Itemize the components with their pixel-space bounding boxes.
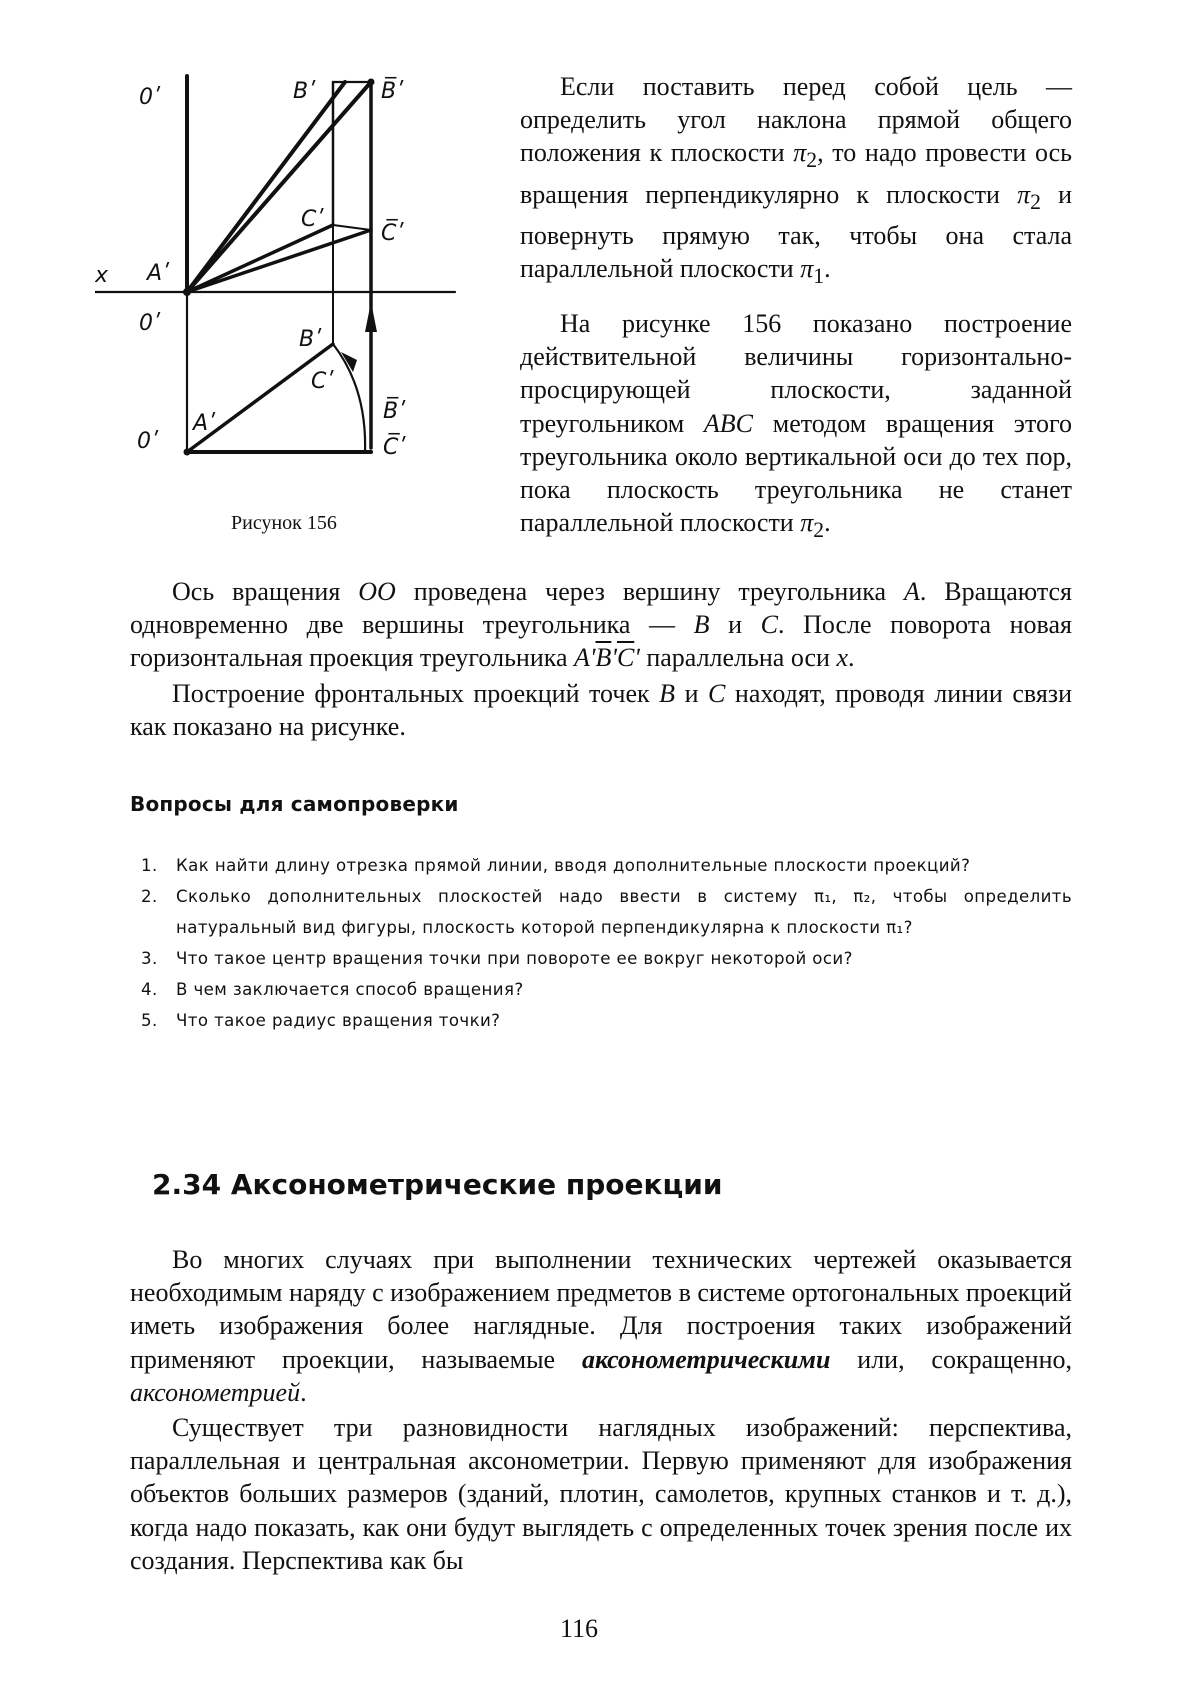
label-x: x <box>95 263 109 288</box>
figure-caption: Рисунок 156 <box>231 512 337 534</box>
p5-text: или, сокращенно, <box>830 1344 1073 1374</box>
label-c-top: Cʹ <box>301 207 323 232</box>
p2-pi: π <box>800 508 814 538</box>
p3-text: проведена через вершину треугольника <box>395 577 904 606</box>
p4-text: и <box>675 679 709 708</box>
p1-text-2: , то надо провести ось вращения перпендикулярно к плоскости <box>520 138 1072 209</box>
p2-text-1: На рисунке 156 показано построение действительной величины горизонтально-просцирующей плоскости, заданной треугольником <box>520 309 1072 438</box>
question-number: 3. <box>141 949 158 968</box>
question-number: 4. <box>141 980 158 999</box>
question-item <box>130 881 1072 943</box>
paragraph-rotation-axis <box>130 575 1072 675</box>
p3-text: параллельна оси <box>639 643 837 673</box>
p1-sub: 2 <box>1030 189 1041 214</box>
label-bbar-bot: B̅ʹ <box>383 399 405 424</box>
question-number: 1. <box>141 856 158 875</box>
question-number: 2. <box>141 887 158 906</box>
horizontal-link-c <box>333 225 371 230</box>
p2-triangle-abc: ABC <box>703 408 754 438</box>
figure-156 <box>95 68 495 538</box>
paragraph-frontal-projections <box>130 677 1072 743</box>
label-c-bot: Cʹ <box>311 369 333 394</box>
arrow-up-icon <box>365 302 377 332</box>
paragraph-axonometry-intro <box>130 1243 1072 1409</box>
figure-drawing <box>95 68 495 538</box>
p1-sub: 1 <box>813 264 825 289</box>
question-text: В чем заключается способ вращения? <box>176 980 524 999</box>
p5-term-bold-italic: аксонометрическими <box>581 1344 831 1374</box>
p3-italic: ʹ <box>634 643 640 673</box>
p4-text: находят, проводя линии связи как показано на рисунке. <box>130 679 1072 742</box>
question-text: Что такое радиус вращения точки? <box>176 1011 501 1030</box>
edge-a-c-frontal <box>187 225 333 292</box>
paragraph-rotation-goal <box>520 70 1072 294</box>
p2-sub: 2 <box>813 518 825 543</box>
question-text: Как найти длину отрезка прямой линии, вводя дополнительные плоскости проекций? <box>176 856 971 875</box>
p3-italic-overline: $\overline{C}$ <box>616 643 635 673</box>
point-a-frontal <box>183 288 191 296</box>
p1-pi: π <box>1017 179 1031 209</box>
p1-sub: 2 <box>806 148 818 173</box>
label-bbar-top: B̅ʹ <box>381 79 403 104</box>
p3-italic: x <box>836 643 848 673</box>
p3-italic: Aʹ <box>574 643 596 673</box>
label-a-top: Aʹ <box>147 261 169 286</box>
point-bbar-frontal <box>368 79 375 86</box>
p4-text: Построение фронтальных проекций точек <box>172 679 660 708</box>
p3-text: . Вращаются одновременно две вершины треугольника — <box>130 577 1073 640</box>
questions-list <box>130 850 1072 1036</box>
label-o-top: 0ʹ <box>139 85 160 110</box>
p3-italic: C <box>760 610 778 640</box>
p1-text-4: . <box>824 254 831 284</box>
questions-heading: Вопросы для самопроверки <box>130 792 459 816</box>
label-o-mid: 0ʹ <box>139 311 160 336</box>
section-title: 2.34 Аксонометрические проекции <box>152 1168 723 1201</box>
p3-text: . После поворота новая горизонтальная проекция треугольника <box>130 610 1072 673</box>
p1-text-1: Если поставить перед собой цель — определить угол наклона прямой общего положения к плоскости <box>520 72 1072 168</box>
p3-text: и <box>709 610 761 640</box>
p3-text: Ось вращения <box>172 577 359 606</box>
question-item <box>130 1005 1072 1036</box>
question-item <box>130 974 1072 1005</box>
p2-text-2: методом вращения этого треугольника около вертикальной оси до тех пор, пока плоскость треугольника не станет параллельной плоскости <box>520 408 1072 538</box>
p1-text-3: и повернуть прямую так, чтобы она стала параллельной плоскости <box>520 179 1072 284</box>
p2-text-3: . <box>824 508 831 538</box>
p3-italic: ʹ <box>611 643 617 673</box>
question-number: 5. <box>141 1011 158 1030</box>
p1-pi: π <box>800 254 814 284</box>
p5-term-italic: аксонометрией <box>130 1377 301 1407</box>
p3-italic: OO <box>358 577 396 606</box>
question-item <box>130 943 1072 974</box>
p4-italic: C <box>708 679 726 708</box>
p3-italic: A <box>903 577 920 606</box>
paragraph-figure-description <box>520 307 1072 548</box>
label-a-bot: Aʹ <box>193 411 215 436</box>
p4-italic: B <box>659 679 676 708</box>
edge-a-b-frontal <box>187 82 345 292</box>
p5-text: Во многих случаях при выполнении технических чертежей оказывается необходимым наряду с изображением предметов в системе ортогональных проекций иметь изображения более наглядные. Для построения таких изображений применяют проекции, называемые <box>130 1245 1072 1374</box>
question-item <box>130 850 1072 881</box>
label-b-top: Bʹ <box>293 79 315 104</box>
label-cbar-bot: C̅ʹ <box>383 435 405 460</box>
label-o-bot: 0ʹ <box>137 429 158 454</box>
p1-pi: π <box>793 138 807 168</box>
p5-text: . <box>300 1377 307 1407</box>
page-number: 116 <box>560 1614 599 1643</box>
paragraph-projection-types: Существует три разновидности наглядных изображений: перспектива, параллельная и центральная аксонометрии. Первую применяют для изображения объектов больших размеров (зданий, плотин, самолетов, крупных станков и т. д.), когда надо показать, как они будут выглядеть с определенных точек зрения после их создания. Перспектива как бы <box>130 1413 1072 1575</box>
p3-text: . <box>848 643 855 673</box>
question-text: Что такое центр вращения точки при повороте ее вокруг некоторой оси? <box>176 949 853 968</box>
p3-italic: B <box>693 610 710 640</box>
label-b-bot: Bʹ <box>299 327 321 352</box>
question-text: Сколько дополнительных плоскостей надо ввести в систему π₁, π₂, чтобы определить натуральный вид фигуры, плоскость которой перпендикулярна к плоскости π₁? <box>176 887 1072 937</box>
label-cbar-top: C̅ʹ <box>381 221 403 246</box>
point-a-horizontal <box>184 449 191 456</box>
p3-italic-overline: $\overline{B}$ <box>595 643 612 673</box>
